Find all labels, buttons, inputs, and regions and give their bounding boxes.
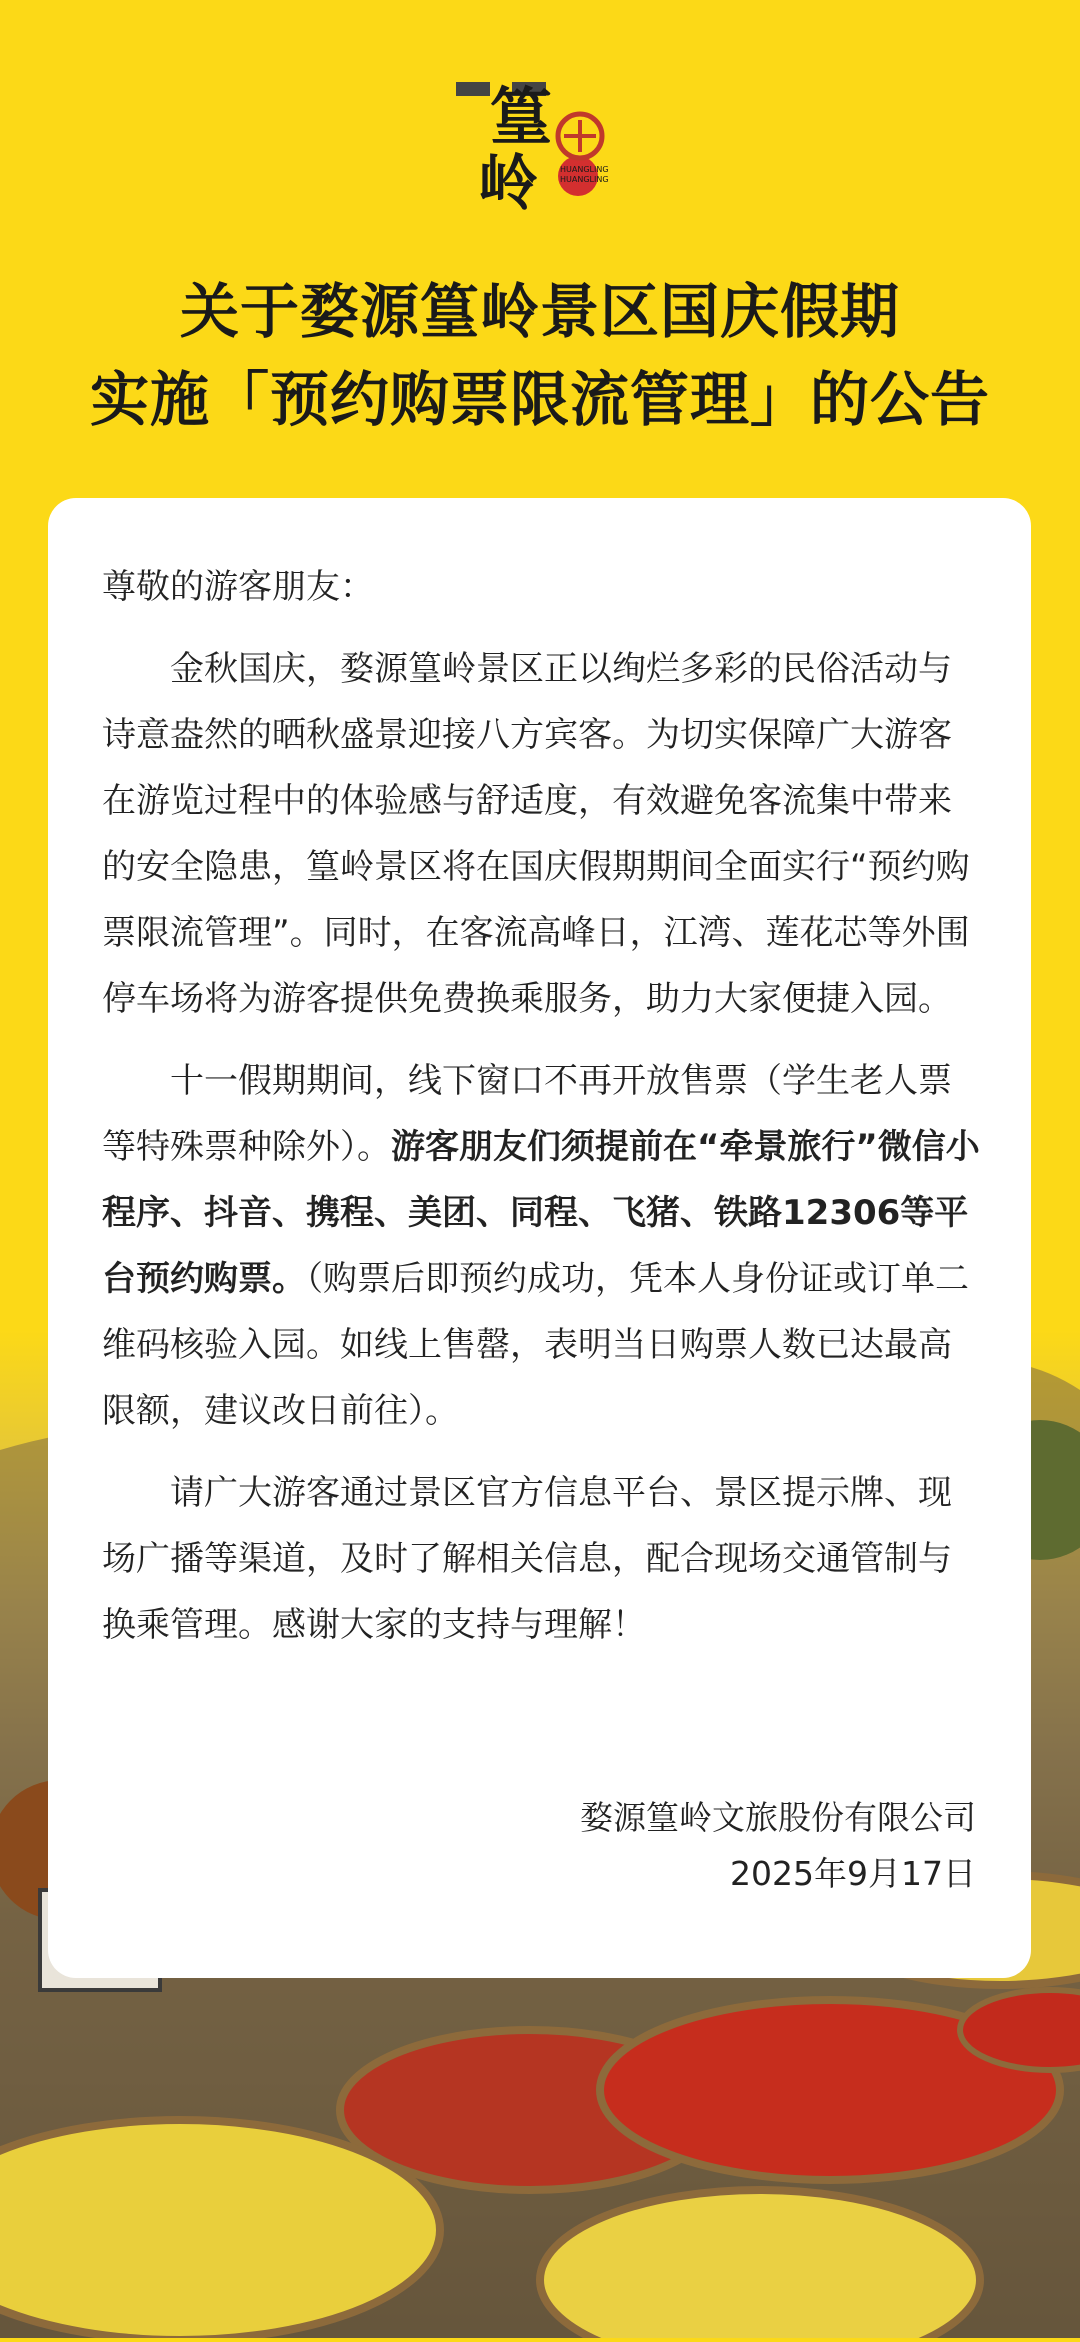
paragraph-2-emphasis: 游客朋友们须提前在“牵景旅行”微信小程序、抖音、携程、美团、同程、飞猪、铁路12306等平台预约购票。 <box>102 1127 980 1299</box>
paragraph-2-intro: 十一假期期间，线下窗口不再开放售票（学生老人票等特殊票种除外）。 <box>102 1061 952 1167</box>
svg-text:HUANGLING: HUANGLING <box>560 165 609 174</box>
paragraph-3: 请广大游客通过景区官方信息平台、景区提示牌、现场广播等渠道，及时了解相关信息，配合现场交通管制与换乘管理。感谢大家的支持与理解！ <box>102 1473 952 1645</box>
announcement-date: 2025年9月17日 <box>730 1854 976 1893</box>
company-name: 婺源篁岭文旅股份有限公司 <box>580 1798 976 1837</box>
paragraph-1: 金秋国庆，婺源篁岭景区正以绚烂多彩的民俗活动与诗意盎然的晒秋盛景迎接八方宾客。为切实保障广大游客在游览过程中的体验感与舒适度，有效避免客流集中带来的安全隐患，篁岭景区将在国庆假期期间全面实行“预约购票限流管理”。同时，在客流高峰日，江湾、莲花芯等外围停车场将为游客提供免费换乘服务，助力大家便捷入园。 <box>102 649 970 1019</box>
svg-text:岭: 岭 <box>478 149 538 216</box>
paragraph-2 <box>102 1048 982 1444</box>
paragraph-2-note: （购票后即预约成功，凭本人身份证或订单二维码核验入园。如线上售罄，表明当日购票人数已达最高限额，建议改日前往）。 <box>102 1259 969 1431</box>
huangling-logo <box>448 76 638 216</box>
announcement-title-line2: 实施「预约购票限流管理」的公告 <box>89 365 990 434</box>
announcement-title-line1: 关于婺源篁岭景区国庆假期 <box>179 277 900 346</box>
signature-block <box>580 1790 976 1902</box>
svg-text:篁: 篁 <box>490 80 553 153</box>
svg-text:HUANGLING: HUANGLING <box>560 175 609 184</box>
announcement-body <box>102 554 982 1674</box>
greeting: 尊敬的游客朋友： <box>102 567 374 607</box>
